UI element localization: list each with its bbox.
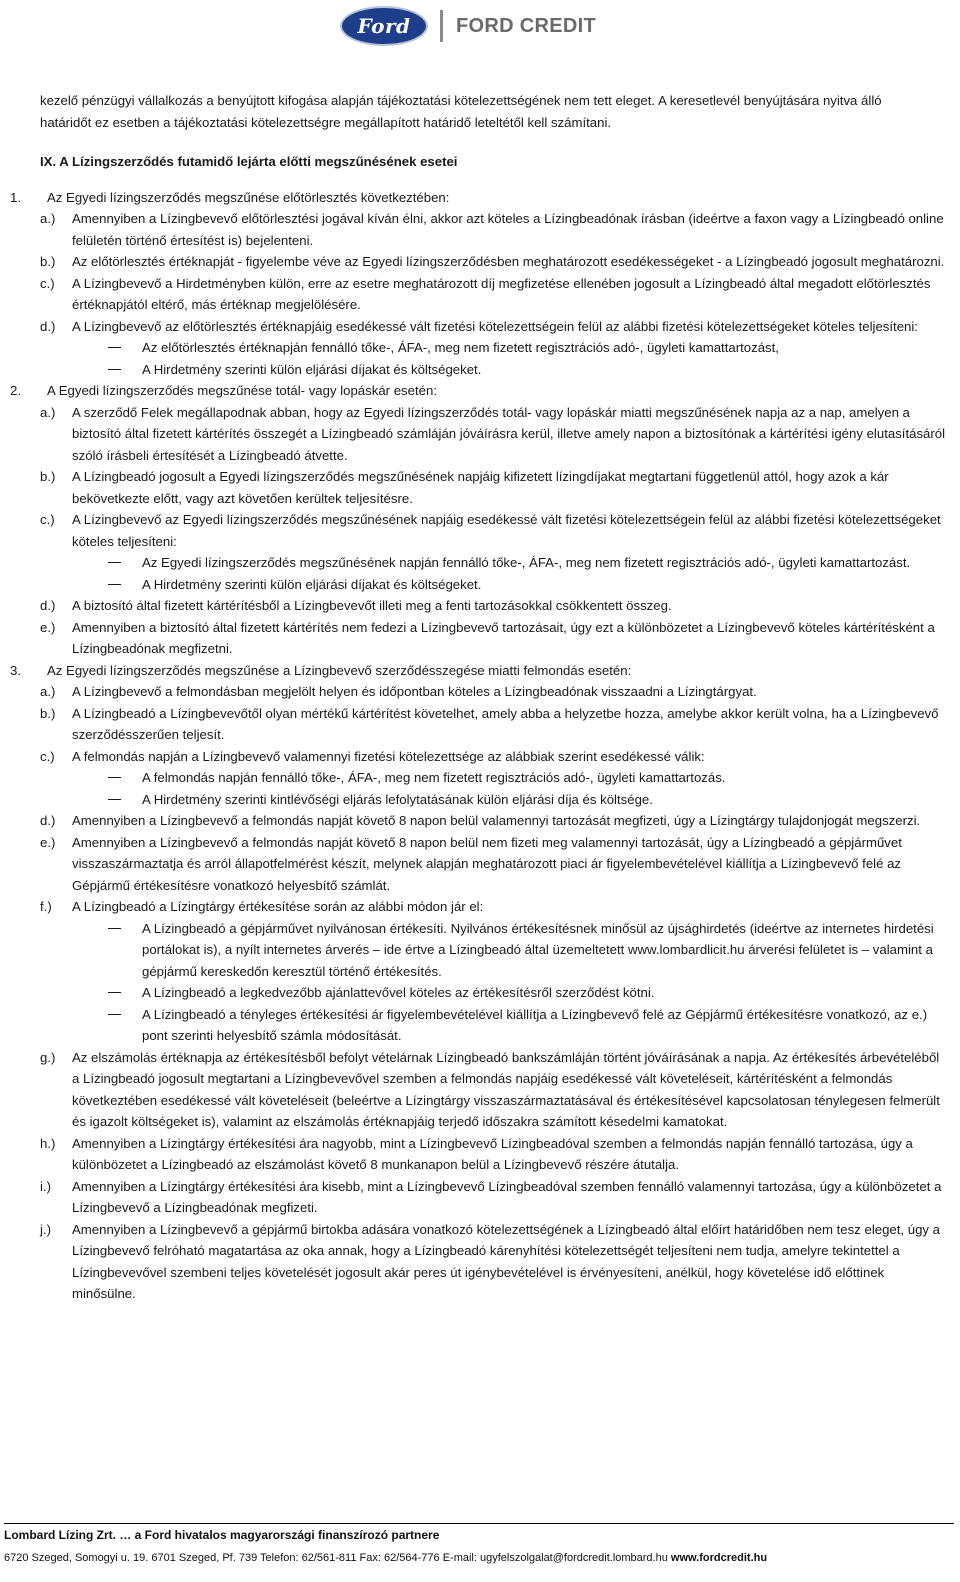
sub-item-letter: a.)	[40, 404, 56, 420]
dash-item	[0, 789, 960, 811]
sub-item-letter: a.)	[40, 684, 56, 699]
sub-item-text: Amennyiben a Lízingbevevő a felmondás napját követő 8 napon belül valamennyi tartozását megfizeti, úgy a Lízingtárgy tulajdonjogát megszerzi.	[72, 813, 921, 828]
sub-item-text: A Lízingbevevő a felmondásban megjelölt helyen és időpontban köteles a Lízingbeadónak visszaadni a Lízingtárgyat.	[72, 684, 757, 699]
sub-item-letter: b.)	[40, 705, 56, 721]
footer-address: 6720 Szeged, Somogyi u. 19. 6701 Szeged, Pf. 739 Telefon: 62/561-811 Fax: 62/564-776 E-mail: ugyfelszolgalat@fordcredit.lombard.hu	[4, 1552, 668, 1564]
sub-item	[0, 617, 960, 660]
dash-item	[0, 1004, 960, 1047]
sub-item	[0, 896, 960, 918]
sub-item	[0, 1133, 960, 1176]
ford-logo-text: Ford	[357, 14, 411, 38]
sub-item-text: A szerződő Felek megállapodnak abban, hogy az Egyedi lízingszerződés totál- vagy lopáskár miatti megszűnésének napja az a nap, amelyen a biztosító által fizetett kártérítés összegét a Lízingbeadó számláján jóváírásra kerül, illetve amely napon a biztosítónak a kártérítési igény elutasításáról szóló írásbeli értesítését a Lízingbeadó átvette.	[72, 404, 946, 463]
footer-divider	[4, 1523, 954, 1524]
list-item	[0, 660, 960, 682]
sub-item-letter: f.)	[40, 899, 52, 914]
sub-item	[0, 208, 960, 251]
list-item	[0, 380, 960, 402]
sub-item-text: Az elszámolás értéknapja az értékesítésből befolyt vételárnak Lízingbeadó bankszámláján történt jóváírásának a napja. Az értékesítés árbevételéből a Lízingbeadó jogosult megtartani a Lízingbevevővel szemben a felmondás napjáig esedékessé vált követeléseit, kártérítésként a felmondás következtében esedékessé vált követeléseit (beleértve a Lízingtárgy visszaszármaztatásával és értékesítésével kapcsolatosan ténylegesen felmerült és igazolt költségeket is), valamint az elszámolás értéknapjáig terjedő időszakra számított késedelmi kamatokat.	[72, 1049, 940, 1129]
sub-item-text: Amennyiben a Lízingtárgy értékesítési ára kisebb, mint a Lízingbevevő Lízingbeadóval szemben fennálló valamennyi tartozása, úgy a különbözetet a Lízingbevevő a Lízingbeadónak megfizeti.	[72, 1178, 942, 1215]
sub-item-text: A Lízingbevevő az Egyedi lízingszerződés megszűnésének napjáig esedékessé vált fizetési kötelezettségein felül az alábbi fizetési kötelezettségeket köteles teljesíteni:	[72, 512, 941, 549]
footer-title: Lombard Lízing Zrt. … a Ford hivatalos magyarországi finanszírozó partnere	[4, 1528, 440, 1542]
sub-item-text: Az előtörlesztés értéknapját - figyelembe véve az Egyedi lízingszerződésben meghatározott esedékességeket - a Lízingbeadó jogosult meghatározni.	[72, 254, 945, 269]
sub-item-text: Amennyiben a Lízingbevevő a gépjármű birtokba adására vonatkozó kötelezettségének a Lízingbeadó által előírt határidőben nem tesz eleget, úgy a Lízingbevevő felróható magatartása az oka annak, hogy a Lízingbeadó kárenyhítési kötelezettségét teljesíteni nem tudja, amelyre tekintettel a Lízingbevevővel szembeni teljes követelését jogosult akár peres út igénybevételével is érvényesíteni, anélkül, hogy követelése idő előttinek minősülne.	[72, 1221, 941, 1301]
document-body	[0, 90, 960, 1305]
sub-item	[0, 1219, 960, 1305]
sub-item	[0, 466, 960, 509]
sub-item-text: Amennyiben a Lízingbevevő a felmondás napját követő 8 napon belül nem fizeti meg valamennyi tartozását, úgy a Lízingbeadó a gépjárművet visszaszármaztatja és arról állapotfelmérést készít, melynek alapján meghatározott piaci ár figyelembevételével kiállítja a Lízingbevevő felé az Gépjármű értékesítésre vonatkozó helyesbítő számlát.	[72, 834, 902, 893]
item-text: Az Egyedi lízingszerződés megszűnése a Lízingbevevő szerződésszegése miatti felmondás esetén:	[47, 662, 632, 678]
brand-name: FORD CREDIT	[456, 15, 596, 37]
sub-item-text: A Lízingbevevő a Hirdetményben külön, erre az esetre meghatározott díj megfizetése ellenében jogosult a Lízingbeadó által megadott előtörlesztés értéknapjától eltérő, más értéknap megjelölésére.	[72, 275, 931, 312]
sub-item-letter: i.)	[40, 1178, 51, 1194]
sub-item-letter: d.)	[40, 598, 56, 613]
dash-item-text: Az előtörlesztés értéknapján fennálló tőke-, ÁFA-, meg nem fizetett regisztrációs adó-, ügyleti kamattartozást,	[142, 340, 779, 355]
dash-item	[0, 982, 960, 1004]
sub-item	[0, 1047, 960, 1133]
ford-logo	[340, 6, 428, 46]
sub-item-text: A Lízingbeadó a Lízingbevevőtől olyan mértékű kártérítést követelhet, amely abba a helyzetbe hozza, amelybe akkor került volna, ha a Lízingbevevő szerződésszerűen teljesít.	[72, 705, 939, 742]
dash-item-text: Az Egyedi lízingszerződés megszűnésének napján fennálló tőke-, ÁFA-, meg nem fizetett regisztrációs adó-, ügyleti kamattartozást.	[142, 555, 911, 570]
sub-item-letter: e.)	[40, 834, 56, 850]
sub-item	[0, 681, 960, 703]
item-number: 2.	[10, 383, 21, 398]
sub-item-text: A biztosító által fizetett kártérítésből a Lízingbevevőt illeti meg a fenti tartozásokkal csökkentett összeg.	[72, 598, 672, 613]
intro-paragraph: kezelő pénzügyi vállalkozás a benyújtott kifogása alapján tájékoztatási kötelezettségének nem tett eleget. A keresetlevél benyújtására nyitva álló határidőt ez esetben a tájékoztatási kötelezettségre megállapított határidő leteltétől kell számítani.	[40, 93, 882, 130]
sub-item	[0, 251, 960, 273]
dash-item	[0, 359, 960, 381]
list-item	[0, 187, 960, 209]
sub-item-text: A Lízingbeadó a Lízingtárgy értékesítése során az alábbi módon jár el:	[72, 899, 484, 914]
sub-item	[0, 810, 960, 832]
dash-item-text: A Hirdetmény szerinti kintlévőségi eljárás lefolytatásának külön eljárási díja és költsége.	[142, 791, 653, 807]
item-text: Az Egyedi lízingszerződés megszűnése előtörlesztés következtében:	[47, 189, 450, 205]
sub-item	[0, 273, 960, 316]
sub-item-letter: g.)	[40, 1049, 56, 1065]
dash-item	[0, 337, 960, 359]
sub-item	[0, 316, 960, 338]
sub-item-text: Amennyiben a Lízingtárgy értékesítési ára nagyobb, mint a Lízingbevevő Lízingbeadóval szemben a felmondás napján fennálló tartozása, úgy a különbözetet a Lízingbeadó az elszámolást követő 8 munkanapon belül a Lízingbevevő részére átutalja.	[72, 1135, 913, 1172]
section-heading: IX. A Lízingszerződés futamidő lejárta előtti megszűnésének esetei	[40, 154, 458, 169]
dash-item	[0, 552, 960, 574]
dash-item-text: A felmondás napján fennálló tőke-, ÁFA-, meg nem fizetett regisztrációs adó-, ügyleti kamattartozás.	[142, 770, 726, 785]
sub-item-text: Amennyiben a Lízingbevevő előtörlesztési jogával kíván élni, akkor azt köteles a Lízingbeadónak írásban (ideértve a faxon vagy a Lízingbeadó online felületén történő értesítést is) bejelenteni.	[72, 211, 944, 248]
sub-item	[0, 703, 960, 746]
dash-item-text: A Hirdetmény szerinti külön eljárási díjakat és költségeket.	[142, 361, 482, 377]
sub-item	[0, 509, 960, 552]
page-header	[0, 0, 960, 58]
sub-item	[0, 402, 960, 467]
sub-item-text: A Lízingbeadó jogosult a Egyedi lízingszerződés megszűnésének napjáig kifizetett lízingdíjakat megtartani függetlenül attól, hogy azok a kár bekövetkezte előtt, vagy azt követően kerültek teljesítésre.	[72, 469, 889, 506]
item-number: 3.	[10, 662, 21, 678]
dash-item-text: A Hirdetmény szerinti külön eljárási díjakat és költségeket.	[142, 576, 482, 592]
sub-item	[0, 832, 960, 897]
sub-item	[0, 746, 960, 768]
sub-item-letter: a.)	[40, 211, 56, 226]
sub-item-letter: c.)	[40, 748, 55, 764]
dash-item	[0, 767, 960, 789]
sub-item	[0, 1176, 960, 1219]
sub-item-letter: b.)	[40, 469, 56, 484]
sub-item-letter: c.)	[40, 275, 55, 291]
logo-divider	[440, 10, 443, 42]
item-number: 1.	[10, 189, 21, 205]
dash-item	[0, 918, 960, 983]
dash-item-text: A Lízingbeadó a legkedvezőbb ajánlattevővel köteles az értékesítésről szerződést kötni.	[142, 985, 655, 1000]
sub-item-text: A Lízingbevevő az előtörlesztés értéknapjáig esedékessé vált fizetési kötelezettségein felül az alábbi fizetési kötelezettségeket köteles teljesíteni:	[72, 318, 918, 334]
item-text: A Egyedi lízingszerződés megszűnése totál- vagy lopáskár esetén:	[47, 383, 437, 398]
sub-item-letter: c.)	[40, 512, 55, 527]
dash-item-text: A Lízingbeadó a gépjárművet nyilvánosan értékesíti. Nyilvános értékesítésnek minősül az újsághirdetés (ideértve az internetes hirdetési portálokat is), a nyílt internetes árverés – ide értve a Lízingbeadó által üzemeltetett www.lombardlicit.hu árverési felületet is – valamint a gépjármű kereskedőn keresztül történő értékesítés.	[142, 920, 934, 979]
sub-item-letter: e.)	[40, 619, 56, 635]
dash-item	[0, 574, 960, 596]
footer-website: www.fordcredit.hu	[670, 1552, 768, 1564]
footer-address-line	[4, 1552, 767, 1564]
sub-item-letter: b.)	[40, 254, 56, 269]
sub-item-letter: h.)	[40, 1135, 56, 1151]
sub-item-letter: j.)	[40, 1221, 51, 1237]
dash-item-text: A Lízingbeadó a tényleges értékesítési ár figyelembevételével kiállítja a Lízingbevevő felé az Gépjármű értékesítésre vonatkozó, az e.) pont szerinti helyesbítő számla módosítását.	[142, 1006, 928, 1043]
sub-item-text: Amennyiben a biztosító által fizetett kártérítés nem fedezi a Lízingbevevő tartozásait, úgy ezt a különbözetet a Lízingbevevő köteles kártérítésként a Lízingbeadónak megfizetni.	[72, 619, 935, 656]
sub-item-letter: d.)	[40, 813, 56, 828]
numbered-list	[0, 187, 960, 1305]
sub-item	[0, 595, 960, 617]
sub-item-text: A felmondás napján a Lízingbevevő valamennyi fizetési kötelezettsége az alábbiak szerint esedékessé válik:	[72, 748, 705, 764]
sub-item-letter: d.)	[40, 318, 56, 334]
